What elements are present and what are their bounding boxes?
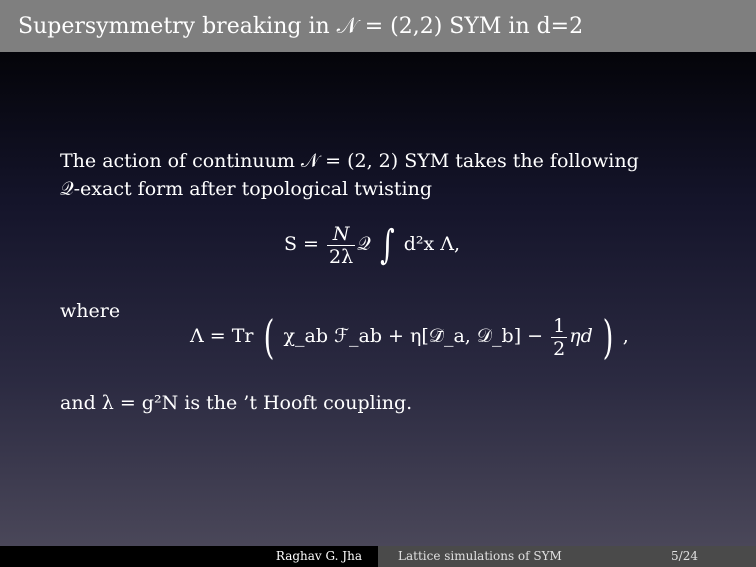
footer-right <box>378 546 756 567</box>
eq2-lhs: Λ = Tr <box>190 325 254 347</box>
eq1-denominator: 2λ <box>329 245 354 268</box>
eq1-q: 𝒬 <box>357 233 371 255</box>
intro-line-2: 𝒬-exact form after topological twisting <box>60 178 432 200</box>
eq1-numerator: N <box>327 223 355 246</box>
eq2-numerator: 1 <box>553 314 566 337</box>
footer-talk-title: Lattice simulations of SYM <box>398 549 562 563</box>
lambda-equation <box>190 310 629 364</box>
eq2-body: χ_ab ℱ_ab + η[𝒟̄_a, 𝒟_b] − <box>283 325 544 347</box>
footer-bar <box>0 546 756 567</box>
footer-author: Raghav G. Jha <box>0 546 378 567</box>
integral-sign: ∫ <box>380 222 395 268</box>
eq2-fraction <box>551 315 567 360</box>
eq1-rest: d²x Λ, <box>403 233 461 255</box>
slide-title: Supersymmetry breaking in 𝒩 = (2,2) SYM in d=2 <box>18 14 584 39</box>
eq2-end: , <box>622 325 629 347</box>
left-paren: ( <box>263 310 274 364</box>
footer-page-number: 5/24 <box>671 549 698 563</box>
outro-line: and λ = g²N is the ’t Hooft coupling. <box>60 392 413 414</box>
right-paren: ) <box>602 310 614 364</box>
action-equation <box>284 222 460 268</box>
title-bar <box>0 0 756 52</box>
intro-line-1: The action of continuum 𝒩 = (2, 2) SYM takes the following <box>60 150 639 172</box>
eq1-lhs: S = <box>284 233 319 255</box>
eq2-denominator: 2 <box>553 337 566 360</box>
eq2-tail: ηd <box>569 325 593 347</box>
where-label: where <box>60 300 121 322</box>
eq1-fraction <box>327 223 355 268</box>
